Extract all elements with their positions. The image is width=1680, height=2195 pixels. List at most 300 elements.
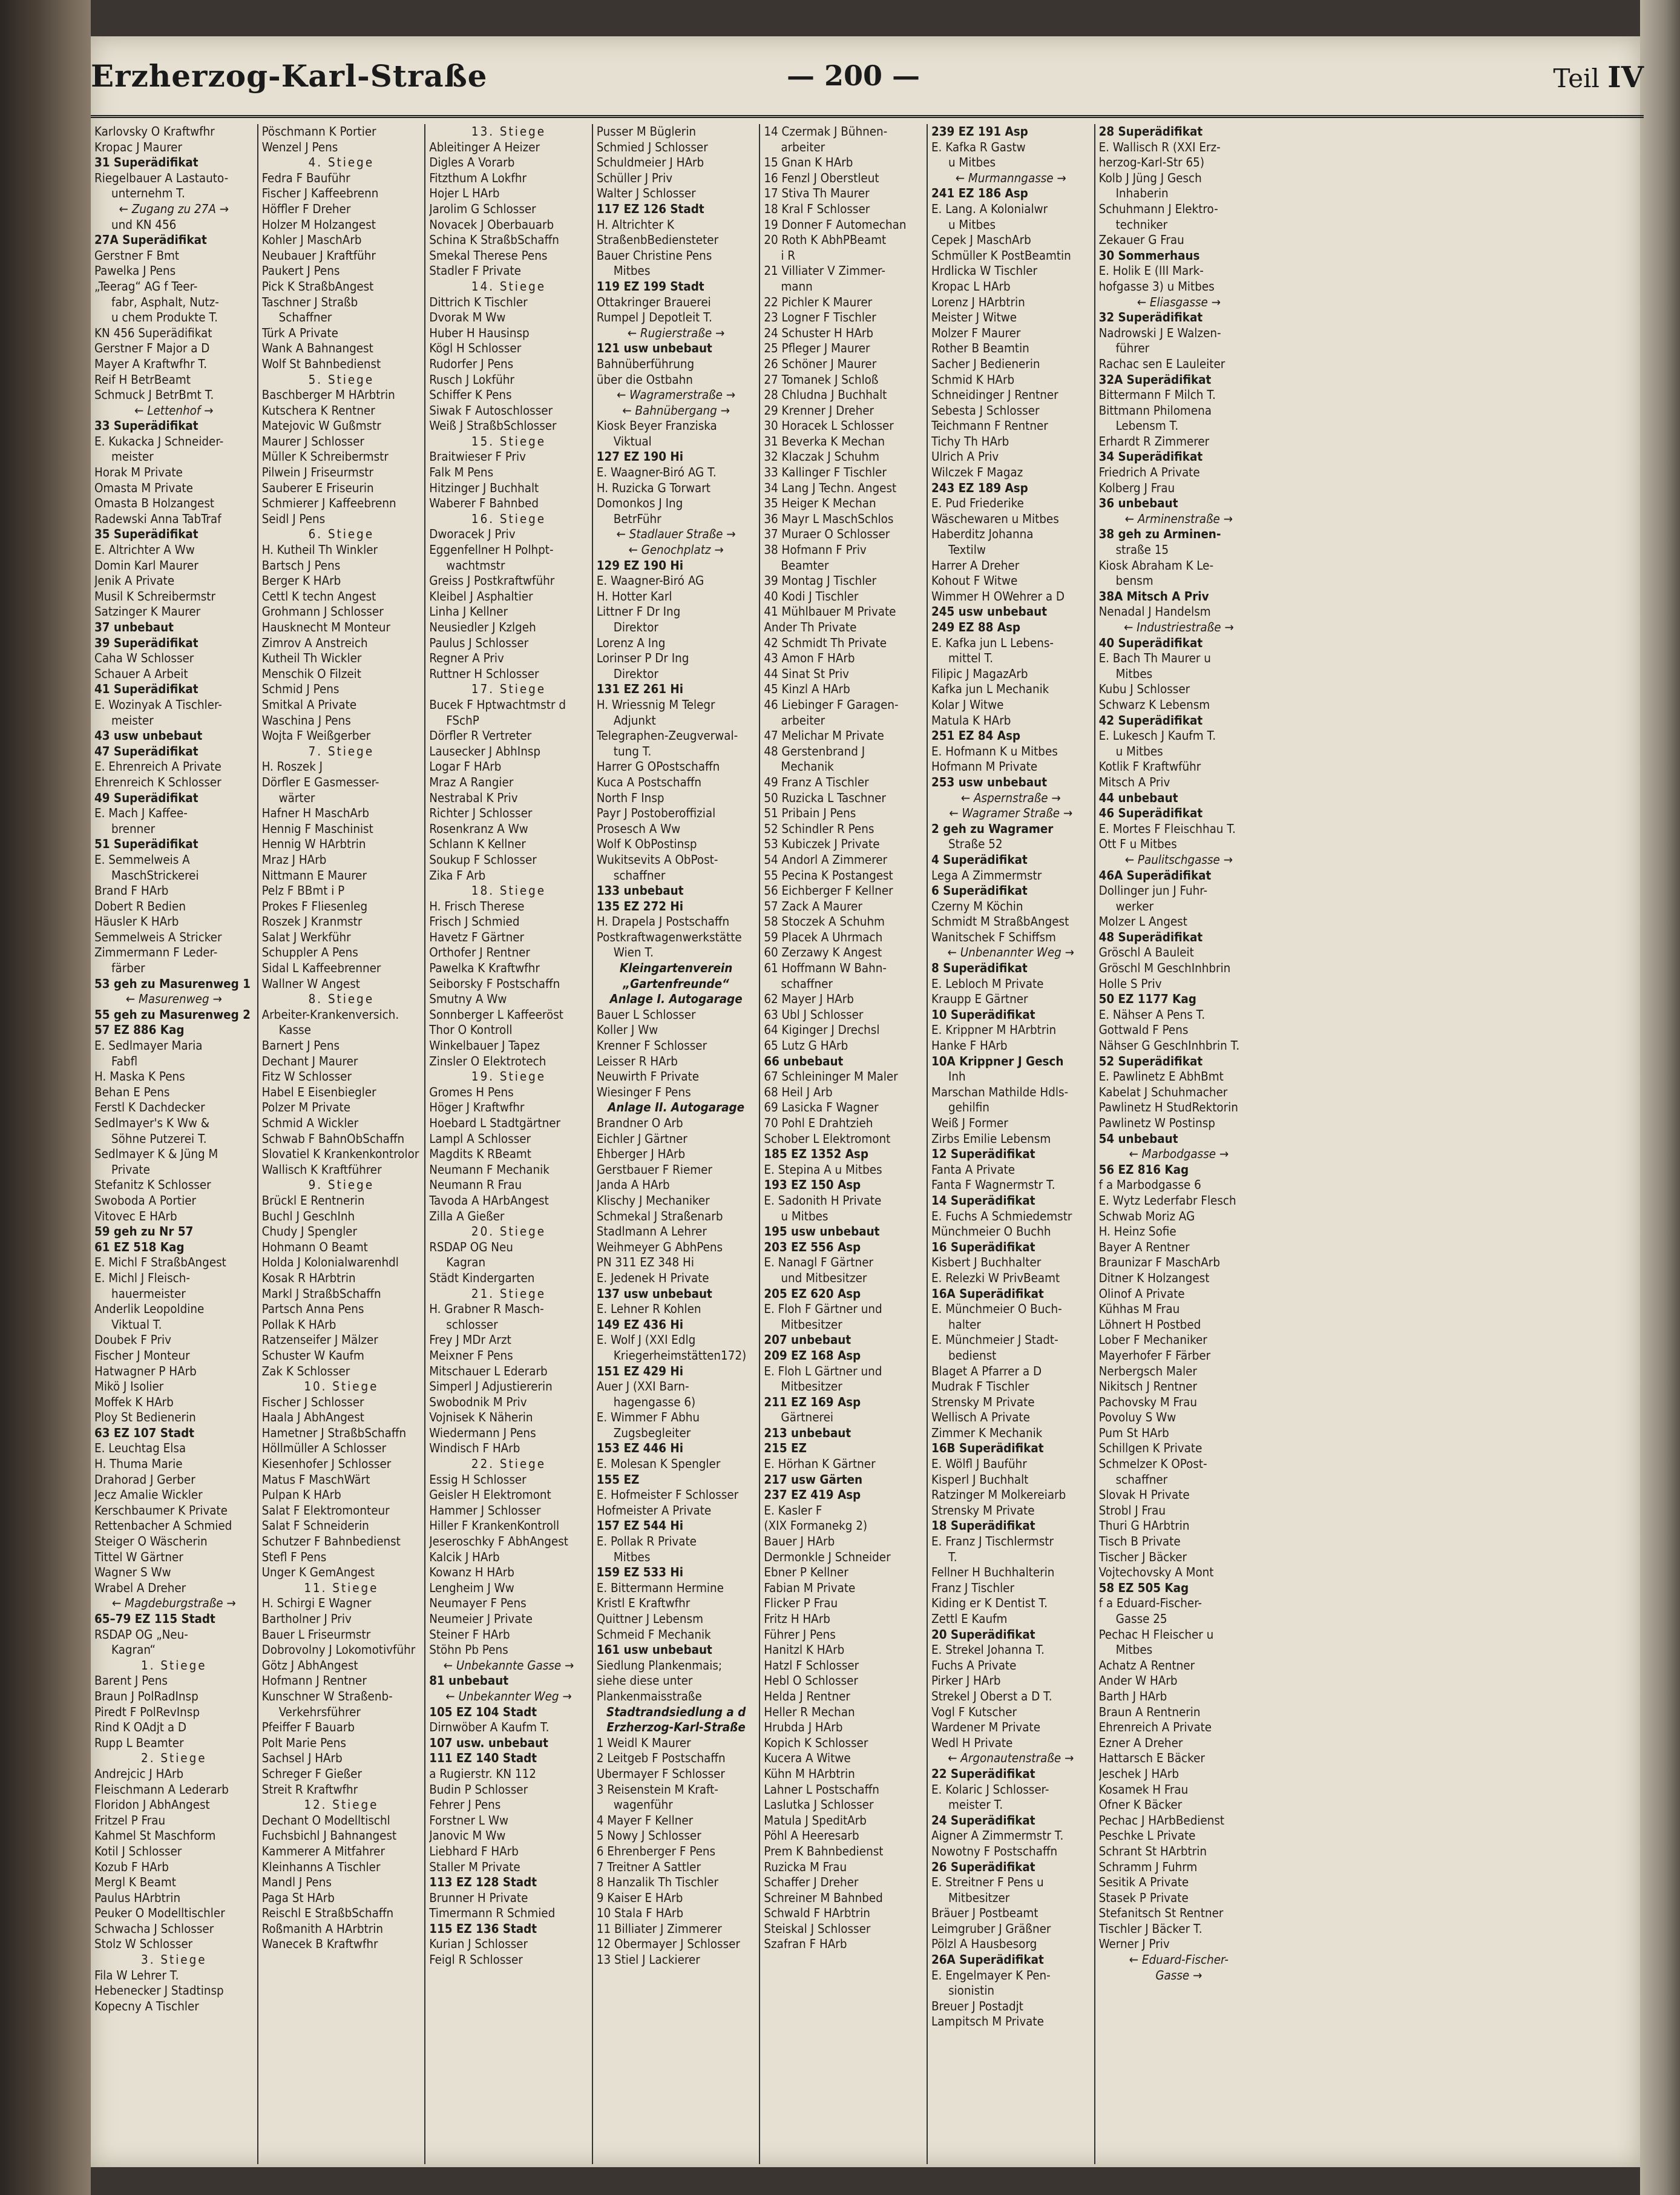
directory-entry: Laslutka J Schlosser xyxy=(764,1797,874,1812)
directory-entry: 12. Stiege xyxy=(304,1797,379,1812)
directory-columns xyxy=(91,124,1598,2164)
directory-entry: E. Krippner M HArbtrin xyxy=(931,1022,1057,1038)
directory-entry: Fischer J Schlosser xyxy=(261,1394,364,1409)
directory-entry: Hrubda J HArb xyxy=(764,1720,843,1735)
directory-entry: Ratzenseifer J Mälzer xyxy=(261,1332,378,1348)
directory-entry: ← Murmanngasse → xyxy=(955,170,1066,185)
directory-entry: 10 Stala F HArb xyxy=(596,1906,684,1921)
directory-entry: Tichy Th HArb xyxy=(931,433,1009,449)
directory-entry: ← Stadlauer Straße → xyxy=(616,527,736,542)
directory-entry: 151 EZ 429 Hi xyxy=(596,1363,683,1378)
directory-entry: Szafran F HArb xyxy=(764,1937,847,1952)
directory-entry: Ander W HArb xyxy=(1098,1673,1178,1688)
directory-entry: Schmekal J Straßenarb xyxy=(596,1208,723,1223)
directory-entry: Matus F MaschWärt xyxy=(261,1472,370,1487)
directory-entry: E. Franz J Tischlermstr xyxy=(931,1534,1054,1549)
directory-entry: Viktual xyxy=(613,433,652,449)
directory-entry: bedienst xyxy=(948,1348,997,1363)
directory-entry: Pollak K HArb xyxy=(261,1317,336,1332)
directory-entry: Hohmann O Beamt xyxy=(261,1239,368,1254)
directory-entry: Waberer F Bahnbed xyxy=(429,496,539,511)
directory-entry: Führer J Pens xyxy=(764,1627,836,1642)
directory-entry: f a Eduard-Fischer- xyxy=(1098,1596,1203,1611)
directory-entry: Kammerer A Mitfahrer xyxy=(261,1843,386,1858)
directory-entry: 237 EZ 419 Asp xyxy=(764,1487,861,1502)
directory-entry: wachtmstr xyxy=(446,558,505,573)
directory-entry: 30 Horacek L Schlosser xyxy=(764,418,894,433)
directory-entry: H. Schirgi E Wagner xyxy=(261,1596,372,1611)
directory-entry: Huber H Hausinsp xyxy=(429,325,530,340)
directory-entry: 207 unbebaut xyxy=(764,1332,851,1348)
directory-entry: H. Maska K Pens xyxy=(94,1069,185,1084)
directory-entry: schaffner xyxy=(1115,1472,1168,1487)
directory-entry: Verkehrsführer xyxy=(278,1704,361,1719)
directory-entry: E. Kolaric J Schlosser- xyxy=(931,1782,1049,1797)
directory-entry: 24 Schuster H HArb xyxy=(764,325,874,340)
directory-entry: 60 Zerzawy K Angest xyxy=(764,945,882,960)
directory-entry: 18 Kral F Schlosser xyxy=(764,201,870,216)
directory-entry: Stefanitsch St Rentner xyxy=(1098,1906,1224,1921)
directory-entry: Nenadal J Handelsm xyxy=(1098,604,1211,619)
directory-entry: Hatzl F Schlosser xyxy=(764,1657,859,1673)
directory-entry: Rudorfer J Pens xyxy=(429,356,514,371)
directory-entry: Quittner J Lebensm xyxy=(596,1611,703,1626)
directory-entry: 38A Mitsch A Priv xyxy=(1098,588,1209,604)
directory-entry: Barent J Pens xyxy=(94,1673,168,1688)
directory-entry: H. Heinz Sofie xyxy=(1098,1224,1176,1239)
directory-entry: 4. Stiege xyxy=(308,155,375,170)
directory-entry: Schuster W Kaufm xyxy=(261,1348,364,1363)
directory-entry: 185 EZ 1352 Asp xyxy=(764,1147,868,1162)
directory-entry: Geisler H Elektromont xyxy=(429,1487,551,1502)
directory-entry: Mitbesitzer xyxy=(781,1379,842,1394)
directory-entry: Kiosk Abraham K Le- xyxy=(1098,558,1214,573)
directory-entry: halter xyxy=(948,1317,981,1332)
directory-entry: 38 Hofmann F Priv xyxy=(764,542,867,558)
directory-entry: 14. Stiege xyxy=(471,278,546,294)
directory-entry: Wedl H Private xyxy=(931,1735,1013,1750)
directory-entry: Polt Marie Pens xyxy=(261,1735,346,1750)
directory-entry: Greiss J Postkraftwführ xyxy=(429,573,555,588)
directory-entry: Mechanik xyxy=(781,759,834,774)
directory-entry: 127 EZ 190 Hi xyxy=(596,449,683,464)
directory-entry: über die Ostbahn xyxy=(596,372,693,387)
directory-entry: ← Unbekannter Weg → xyxy=(445,1688,572,1703)
directory-entry: 6 Superädifikat xyxy=(931,883,1028,898)
directory-entry: 9 Kaiser E HArb xyxy=(596,1890,683,1905)
directory-entry: Schmuck J BetrBmt T. xyxy=(94,387,214,403)
directory-entry: Feigl R Schlosser xyxy=(429,1952,523,1967)
directory-entry: Braun J PolRadInsp xyxy=(94,1688,199,1703)
directory-entry: 52 Superädifikat xyxy=(1098,1053,1203,1068)
directory-entry: E. Mach J Kaffee- xyxy=(94,806,188,821)
directory-entry: Schüller J Priv xyxy=(596,170,673,185)
directory-entry: Zimrov A Anstreich xyxy=(261,635,368,650)
directory-entry: Windisch F HArb xyxy=(429,1441,520,1456)
directory-entry: Wiedermann J Pens xyxy=(429,1425,536,1440)
directory-entry: Bahnüberführung xyxy=(596,356,695,371)
directory-entry: Sedlmayer K & Jüng M xyxy=(94,1147,218,1162)
directory-entry: E. Ehrenreich A Private xyxy=(94,759,221,774)
directory-entry: Ruttner H Schlosser xyxy=(429,666,539,681)
directory-entry: 48 Superädifikat xyxy=(1098,929,1203,944)
directory-entry: 3. Stiege xyxy=(141,1952,207,1967)
directory-entry: E. Bach Th Maurer u xyxy=(1098,651,1211,666)
directory-entry: Schrant St HArbtrin xyxy=(1098,1843,1207,1858)
directory-entry: Fanta A Private xyxy=(931,1162,1016,1177)
directory-entry: 157 EZ 544 Hi xyxy=(596,1518,683,1533)
directory-entry: Gerstner F Bmt xyxy=(94,248,180,263)
directory-entry: Chudy J Spengler xyxy=(261,1224,358,1239)
directory-entry: 37 unbebaut xyxy=(94,620,174,634)
directory-entry: E. Kasler F xyxy=(764,1502,822,1518)
directory-entry: schlosser xyxy=(446,1317,498,1332)
directory-entry: 6 Ehrenberger F Pens xyxy=(596,1843,716,1858)
directory-entry: Kropac J Maurer xyxy=(94,139,182,154)
directory-entry: Hofmann M Private xyxy=(931,759,1038,774)
directory-entry: Pelz F BBmt i P xyxy=(261,883,345,898)
directory-entry: 22. Stiege xyxy=(471,1456,546,1472)
directory-entry: Harrer G OPostschaffn xyxy=(596,759,720,774)
directory-entry: Kozub F HArb xyxy=(94,1859,169,1874)
directory-entry: Pilwein J Friseurmstr xyxy=(261,465,373,480)
directory-entry: Mitbes xyxy=(1115,1642,1153,1657)
directory-entry: 52 Schindler R Pens xyxy=(764,821,874,836)
directory-entry: 153 EZ 446 Hi xyxy=(596,1441,683,1456)
directory-entry: FSchP xyxy=(446,712,479,728)
directory-entry: E. Wytz Lederfabr Flesch xyxy=(1098,1193,1236,1208)
directory-entry: 63 EZ 107 Stadt xyxy=(94,1425,195,1440)
directory-entry: Kriegerheimstätten172) xyxy=(613,1348,747,1363)
directory-entry: Schauer A Arbeit xyxy=(94,666,188,681)
directory-entry: Erzherzog-Karl-Straße xyxy=(606,1720,746,1735)
directory-entry: Orthofer J Rentner xyxy=(429,945,530,960)
directory-entry: E. Kafka R Gastw xyxy=(931,139,1026,154)
directory-entry: Paulus J Schlosser xyxy=(429,635,529,650)
directory-entry: 40 Kodi J Tischler xyxy=(764,588,859,604)
directory-entry: Kristl E Kraftwfhr xyxy=(596,1596,691,1611)
directory-entry: E. Kukacka J Schneider- xyxy=(94,433,224,449)
directory-entry: Fellner H Buchhalterin xyxy=(931,1565,1055,1580)
directory-entry: 5 Nowy J Schlosser xyxy=(596,1828,701,1843)
directory-entry: Hebenecker J Stadtinsp xyxy=(94,1983,224,1998)
directory-entry: Roßmanith A HArbtrin xyxy=(261,1921,384,1936)
directory-entry: 64 Kiginger J Drechsl xyxy=(764,1022,880,1038)
directory-entry: Fitzthum A Lokfhr xyxy=(429,170,527,185)
directory-entry: Gasse → xyxy=(1155,1967,1203,1983)
directory-entry: brenner xyxy=(111,821,156,836)
directory-entry: 155 EZ xyxy=(596,1472,640,1487)
directory-entry: Höffler F Dreher xyxy=(261,201,351,216)
directory-entry: E. Wallisch R (XXI Erz- xyxy=(1098,139,1221,154)
directory-entry: Molzer L Angest xyxy=(1098,914,1187,929)
directory-entry: 4 Mayer F Kellner xyxy=(596,1812,694,1828)
directory-entry: Novacek J Oberbauarb xyxy=(429,217,554,232)
directory-entry: Falk M Pens xyxy=(429,465,494,480)
directory-entry: 55 Pecina K Postangest xyxy=(764,867,893,883)
directory-entry: Werner J Priv xyxy=(1098,1937,1170,1952)
directory-entry: Radewski Anna TabTraf xyxy=(94,511,221,526)
directory-entry: Schaffner xyxy=(278,310,332,325)
directory-entry: Reif H BetrBeamt xyxy=(94,372,191,387)
directory-entry: 11 Billiater J Zimmerer xyxy=(596,1921,722,1936)
directory-entry: ← Marbodgasse → xyxy=(1129,1147,1229,1162)
directory-entry: Grohmann J Schlosser xyxy=(261,604,384,619)
directory-entry: Rosenkranz A Ww xyxy=(429,821,528,836)
directory-entry: 46A Superädifikat xyxy=(1098,867,1212,883)
directory-entry: Ebner P Kellner xyxy=(764,1565,848,1580)
directory-entry: 41 Mühlbauer M Private xyxy=(764,604,896,619)
directory-entry: Leisser R HArb xyxy=(596,1053,678,1068)
directory-entry: 21 Villiater V Zimmer- xyxy=(764,263,886,278)
directory-entry: 33 Kallinger F Tischler xyxy=(764,465,887,480)
directory-entry: Häusler K HArb xyxy=(94,914,179,929)
directory-entry: 209 EZ 168 Asp xyxy=(764,1348,861,1363)
directory-entry: 4 Superädifikat xyxy=(931,852,1028,867)
directory-entry: Kalcik J HArb xyxy=(429,1549,500,1564)
directory-entry: Budin P Schlosser xyxy=(429,1782,528,1797)
directory-entry: hofgasse 3) u Mitbes xyxy=(1098,278,1215,294)
scan-page-edge xyxy=(1640,0,1680,2195)
directory-entry: Sidal L Kaffeebrenner xyxy=(261,961,381,976)
directory-entry: tung T. xyxy=(613,743,652,759)
directory-entry: Lorenz A Ing xyxy=(596,635,666,650)
directory-entry: BetrFühr xyxy=(613,511,661,526)
directory-entry: Jecz Amalie Wickler xyxy=(94,1487,203,1502)
directory-entry: 16A Superädifikat xyxy=(931,1286,1044,1301)
directory-entry: 59 geh zu Nr 57 xyxy=(94,1224,194,1239)
directory-entry: H. Wriessnig M Telegr xyxy=(596,697,715,712)
directory-entry: Menschik O Filzeit xyxy=(261,666,361,681)
directory-entry: 50 Ruzicka L Taschner xyxy=(764,790,886,805)
directory-entry: H. Kutheil Th Winkler xyxy=(261,542,378,558)
directory-entry: Bauer L Schlosser xyxy=(596,1007,696,1022)
directory-entry: Moffek K HArb xyxy=(94,1394,174,1409)
directory-entry: Gottwald F Pens xyxy=(1098,1022,1189,1038)
directory-entry: Kerschbaumer K Private xyxy=(94,1502,228,1518)
directory-entry: Wanecek B Kraftwfhr xyxy=(261,1937,378,1952)
directory-entry: Sesitik A Private xyxy=(1098,1875,1189,1890)
directory-entry: Wolf St Bahnbedienst xyxy=(261,356,381,371)
directory-entry: Wardener M Private xyxy=(931,1720,1041,1735)
directory-entry: 115 EZ 136 Stadt xyxy=(429,1921,537,1936)
directory-entry: Tittel W Gärtner xyxy=(94,1549,183,1564)
directory-entry: Neusiedler J Kzlgeh xyxy=(429,620,536,634)
directory-entry: Direktor xyxy=(613,666,658,681)
directory-entry: Hofmeister A Private xyxy=(596,1502,712,1518)
directory-entry: Hennig W HArbtrin xyxy=(261,837,366,852)
directory-entry: Dörfler R Vertreter xyxy=(429,728,532,743)
directory-entry: 159 EZ 533 Hi xyxy=(596,1565,683,1580)
directory-entry: 29 Krenner J Dreher xyxy=(764,403,874,418)
directory-entry: 58 EZ 505 Kag xyxy=(1098,1580,1189,1595)
directory-entry: Ubermayer F Schlosser xyxy=(596,1766,725,1781)
directory-entry: Mudrak F Tischler xyxy=(931,1379,1029,1394)
directory-entry: Nadrowski J E Walzen- xyxy=(1098,325,1221,340)
directory-entry: Hanitzl K HArb xyxy=(764,1642,845,1657)
directory-entry: Ferstl K Dachdecker xyxy=(94,1100,205,1115)
directory-entry: Holda J Kolonialwarenhdl xyxy=(261,1255,399,1270)
directory-entry: Hojer L HArb xyxy=(429,186,500,201)
directory-entry: ← Paulitschgasse → xyxy=(1124,852,1233,867)
directory-entry: 69 Lasicka F Wagner xyxy=(764,1100,879,1115)
directory-entry: 22 Superädifikat xyxy=(931,1766,1035,1781)
directory-entry: Zinsler O Elektrotech xyxy=(429,1053,546,1068)
directory-entry: Lengheim J Ww xyxy=(429,1580,514,1595)
directory-entry: 67 Schleininger M Maler xyxy=(764,1069,898,1084)
directory-entry: H. Drapela J Postschaffn xyxy=(596,914,730,929)
directory-entry: Domin Karl Maurer xyxy=(94,558,199,573)
directory-entry: H. Frisch Therese xyxy=(429,898,525,913)
directory-entry: Behan E Pens xyxy=(94,1084,170,1099)
directory-entry: 243 EZ 189 Asp xyxy=(931,480,1028,495)
directory-entry: u Mitbes xyxy=(781,1208,829,1223)
directory-entry: Viktual T. xyxy=(111,1317,162,1332)
directory-entry: Seidl J Pens xyxy=(261,511,326,526)
directory-entry: Nittmann E Maurer xyxy=(261,867,367,883)
directory-entry: Forstner L Ww xyxy=(429,1812,508,1828)
directory-entry: Arbeiter-Krankenversich. xyxy=(261,1007,399,1022)
directory-entry: Zak K Schlosser xyxy=(261,1363,350,1378)
directory-entry: Nowotny F Postschaffn xyxy=(931,1843,1058,1858)
directory-entry: Staller M Private xyxy=(429,1859,520,1874)
directory-entry: Wallner W Angest xyxy=(261,976,360,991)
directory-entry: E. Streitner F Pens u xyxy=(931,1875,1044,1890)
directory-entry: Dirnwöber A Kaufm T. xyxy=(429,1720,550,1735)
directory-entry: 57 EZ 886 Kag xyxy=(94,1022,185,1038)
directory-entry: 46 Liebinger F Garagen- xyxy=(764,697,899,712)
directory-entry: Fitz W Schlosser xyxy=(261,1069,352,1084)
directory-entry: Tischer J Bäcker xyxy=(1098,1549,1187,1564)
directory-entry: Kopich K Schlosser xyxy=(764,1735,868,1750)
directory-entry: Rind K OAdjt a D xyxy=(94,1720,187,1735)
street-title: Erzherzog-Karl-Straße xyxy=(91,58,488,94)
directory-entry: 16B Superädifikat xyxy=(931,1441,1044,1456)
directory-entry: 105 EZ 104 Stadt xyxy=(429,1704,537,1719)
directory-entry: Waschina J Pens xyxy=(261,712,351,728)
directory-entry: Schneidinger J Rentner xyxy=(931,387,1058,403)
directory-entry: 107 usw. unbebaut xyxy=(429,1735,548,1750)
directory-entry: 45 Kinzl A HArb xyxy=(764,682,850,697)
directory-entry: Fuchs A Private xyxy=(931,1657,1017,1673)
directory-entry: 12 Obermayer J Schlosser xyxy=(596,1937,740,1952)
directory-entry: 65–79 EZ 115 Stadt xyxy=(94,1611,215,1626)
directory-entry: 20 Superädifikat xyxy=(931,1627,1035,1642)
directory-entry: Neumann R Frau xyxy=(429,1177,522,1193)
directory-entry: Rettenbacher A Schmied xyxy=(94,1518,232,1533)
directory-entry: Lampl A Schlosser xyxy=(429,1131,531,1146)
directory-entry: Jenik A Private xyxy=(94,573,175,588)
directory-entry: Wiesinger F Pens xyxy=(596,1084,691,1099)
directory-entry: Janovic M Ww xyxy=(429,1828,506,1843)
directory-entry: Nähser G GeschInhbrin T. xyxy=(1098,1038,1240,1053)
directory-entry: Piredt F PolRevInsp xyxy=(94,1704,200,1719)
directory-entry: Götz J AbhAngest xyxy=(261,1657,358,1673)
directory-entry: 16. Stiege xyxy=(471,511,546,526)
directory-entry: 32 Superädifikat xyxy=(1098,310,1203,325)
directory-entry: 51 Pribain J Pens xyxy=(764,806,856,821)
directory-entry: Schramm J Fuhrm xyxy=(1098,1859,1198,1874)
directory-entry: ← Industriestraße → xyxy=(1123,620,1234,634)
directory-entry: Frey J MDr Arzt xyxy=(429,1332,511,1348)
directory-entry: Direktor xyxy=(613,620,658,634)
directory-entry: Mitsch A Priv xyxy=(1098,774,1170,789)
directory-entry: f a Marbodgasse 6 xyxy=(1098,1177,1201,1193)
directory-entry: Salat F Elektromonteur xyxy=(261,1502,390,1518)
scan-binding-edge xyxy=(0,0,91,2195)
part-number: IV xyxy=(1607,61,1644,94)
directory-entry: 8 Hanzalik Th Tischler xyxy=(596,1875,718,1890)
directory-entry: Ottakringer Brauerei xyxy=(596,294,711,309)
directory-entry: 18. Stiege xyxy=(471,883,546,898)
directory-entry: wagenführ xyxy=(613,1797,673,1812)
directory-entry: Kubu J Schlosser xyxy=(1098,682,1190,697)
directory-entry: Pöhl A Heeresarb xyxy=(764,1828,859,1843)
directory-entry: Omasta M Private xyxy=(94,480,193,495)
directory-entry: 117 EZ 126 Stadt xyxy=(596,201,704,216)
directory-entry: 195 usw unbebaut xyxy=(764,1224,880,1239)
directory-entry: Doubek F Priv xyxy=(94,1332,171,1348)
directory-entry: Povoluy S Ww xyxy=(1098,1410,1176,1425)
directory-entry: Magdits K RBeamt xyxy=(429,1147,531,1162)
directory-entry: führer xyxy=(1115,341,1150,356)
directory-entry: Kolar J Witwe xyxy=(931,697,1004,712)
directory-entry: Schuldmeier J HArb xyxy=(596,155,704,170)
directory-entry: Bittmann Philomena xyxy=(1098,403,1212,418)
directory-entry: 34 Lang J Techn. Angest xyxy=(764,480,897,495)
directory-entry: Strekel J Oberst a D T. xyxy=(931,1688,1052,1703)
directory-entry: Jarolim G Schlosser xyxy=(429,201,536,216)
directory-entry: Sacher J Bedienerin xyxy=(931,356,1040,371)
directory-entry: arbeiter xyxy=(781,712,825,728)
directory-entry: 245 usw unbebaut xyxy=(931,604,1048,619)
directory-entry: Braitwieser F Priv xyxy=(429,449,527,464)
directory-entry: Türk A Private xyxy=(261,325,338,340)
directory-entry: 38 geh zu Arminen- xyxy=(1098,527,1221,542)
directory-entry: Peuker O Modelltischler xyxy=(94,1906,225,1921)
directory-entry: Lorenz J HArbtrin xyxy=(931,294,1025,309)
directory-entry: Erhardt R Zimmerer xyxy=(1098,433,1210,449)
directory-entry: 8. Stiege xyxy=(308,992,375,1007)
directory-entry: Kögl H Schlosser xyxy=(429,341,522,356)
directory-entry: Pechac H Fleischer u xyxy=(1098,1627,1214,1642)
directory-entry: Schwald F HArbtrin xyxy=(764,1906,870,1921)
directory-entry: 70 Pohl E Drahtzieh xyxy=(764,1116,873,1130)
directory-entry: 241 EZ 186 Asp xyxy=(931,186,1028,201)
directory-entry: Franz J Tischler xyxy=(931,1580,1014,1595)
directory-entry: Flicker P Frau xyxy=(764,1596,838,1611)
directory-entry: 54 unbebaut xyxy=(1098,1131,1178,1146)
directory-entry: Molzer F Maurer xyxy=(931,325,1021,340)
directory-entry: Fischer J Monteur xyxy=(94,1348,190,1363)
directory-entry: Pfeiffer F Bauarb xyxy=(261,1720,355,1735)
directory-entry: E. Pawlinetz E AbhBmt xyxy=(1098,1069,1224,1084)
directory-entry: Hoebard L Stadtgärtner xyxy=(429,1116,561,1130)
directory-entry: 32A Superädifikat xyxy=(1098,372,1212,387)
directory-entry: PN 311 EZ 348 Hi xyxy=(596,1255,694,1270)
directory-entry: wärter xyxy=(278,790,315,805)
directory-entry: Czerny M Köchin xyxy=(931,898,1023,913)
directory-entry: 15 Gnan K HArb xyxy=(764,155,853,170)
directory-entry: Pulpan K HArb xyxy=(261,1487,341,1502)
directory-entry: Mitbesitzer xyxy=(948,1890,1010,1905)
directory-entry: Kutheil Th Wickler xyxy=(261,651,362,666)
directory-entry: Weiß J StraßbSchlosser xyxy=(429,418,557,433)
directory-entry: Schutzer F Bahnbedienst xyxy=(261,1534,401,1549)
directory-entry: u Mitbes xyxy=(948,217,996,232)
directory-entry: ← Lettenhof → xyxy=(134,403,214,418)
directory-entry: Stefanitz K Schlosser xyxy=(94,1177,211,1193)
